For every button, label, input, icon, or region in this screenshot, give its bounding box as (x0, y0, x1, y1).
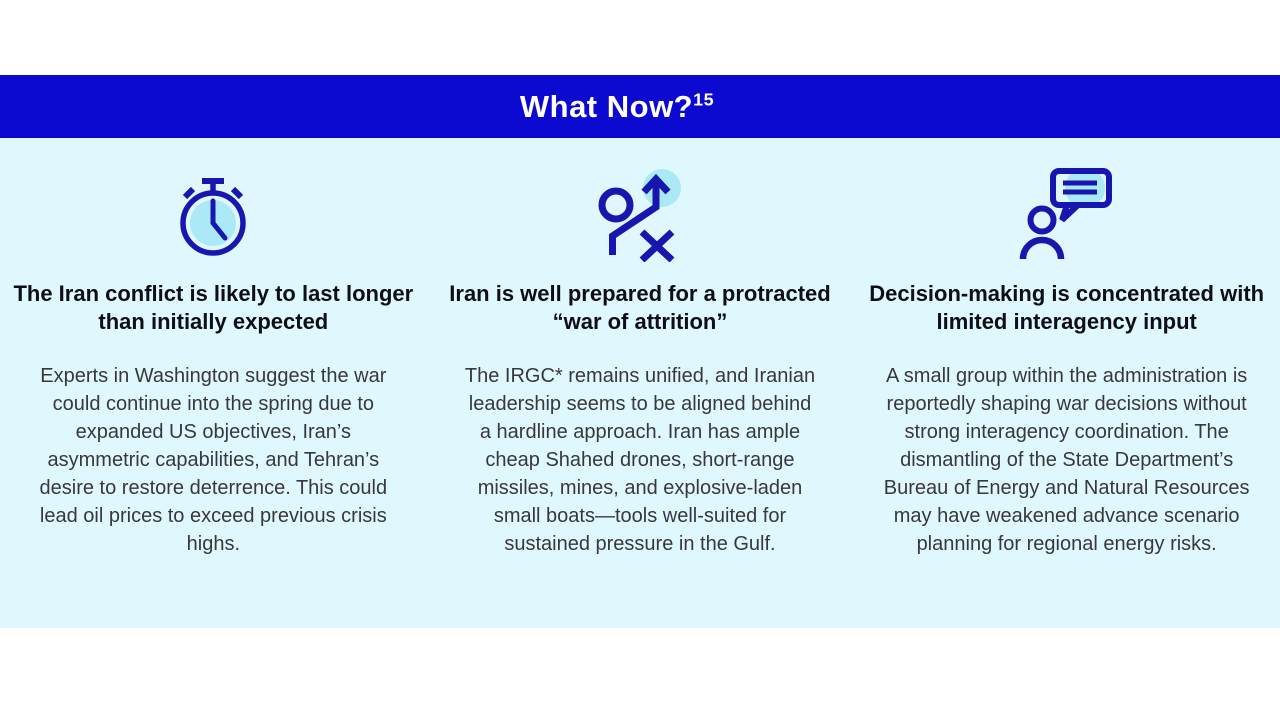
column-body-text: The IRGC* remains unified, and Iranian leadership seems to be aligned behind a hardline approach. Iran has ample cheap Shahed drones, short-range missiles, mines, and explosive-laden small boats—tools well-suited for sustained pressure in the Gulf. (464, 365, 816, 555)
column-conflict-duration (0, 162, 427, 628)
title-band (0, 75, 1280, 138)
column-decision-making (853, 162, 1280, 628)
column-war-of-attrition (427, 162, 854, 628)
column-heading: Iran is well prepared for a protracted “war of attrition” (449, 281, 831, 334)
column-heading: Decision-making is concentrated with limited interagency input (869, 281, 1265, 334)
stopwatch-icon (163, 162, 263, 262)
strategy-icon (590, 162, 690, 262)
page-title (520, 89, 714, 125)
column-icon-wrap (8, 162, 419, 262)
column-icon-wrap (861, 162, 1272, 262)
column-body-text: A small group within the administration is reportedly shaping war decisions without strong interagency coordination. The dismantling of the State Department’s Bureau of Energy and Natural Resources may have weakened advance scenario planning for regional energy risks. (883, 365, 1250, 555)
column-body-text: Experts in Washington suggest the war could continue into the spring due to expanded US objectives, Iran’s asymmetric capabilities, and Tehran’s desire to restore deterrence. This could lead oil prices to exceed previous crisis highs. (39, 365, 388, 555)
page-title-text: What Now? (519, 88, 694, 124)
person-speech-icon (1017, 162, 1117, 262)
column-icon-wrap (435, 162, 846, 262)
content-panel (0, 138, 1280, 628)
column-heading: The Iran conflict is likely to last longer than initially expected (13, 281, 414, 334)
footnote-marker: 15 (693, 89, 715, 110)
